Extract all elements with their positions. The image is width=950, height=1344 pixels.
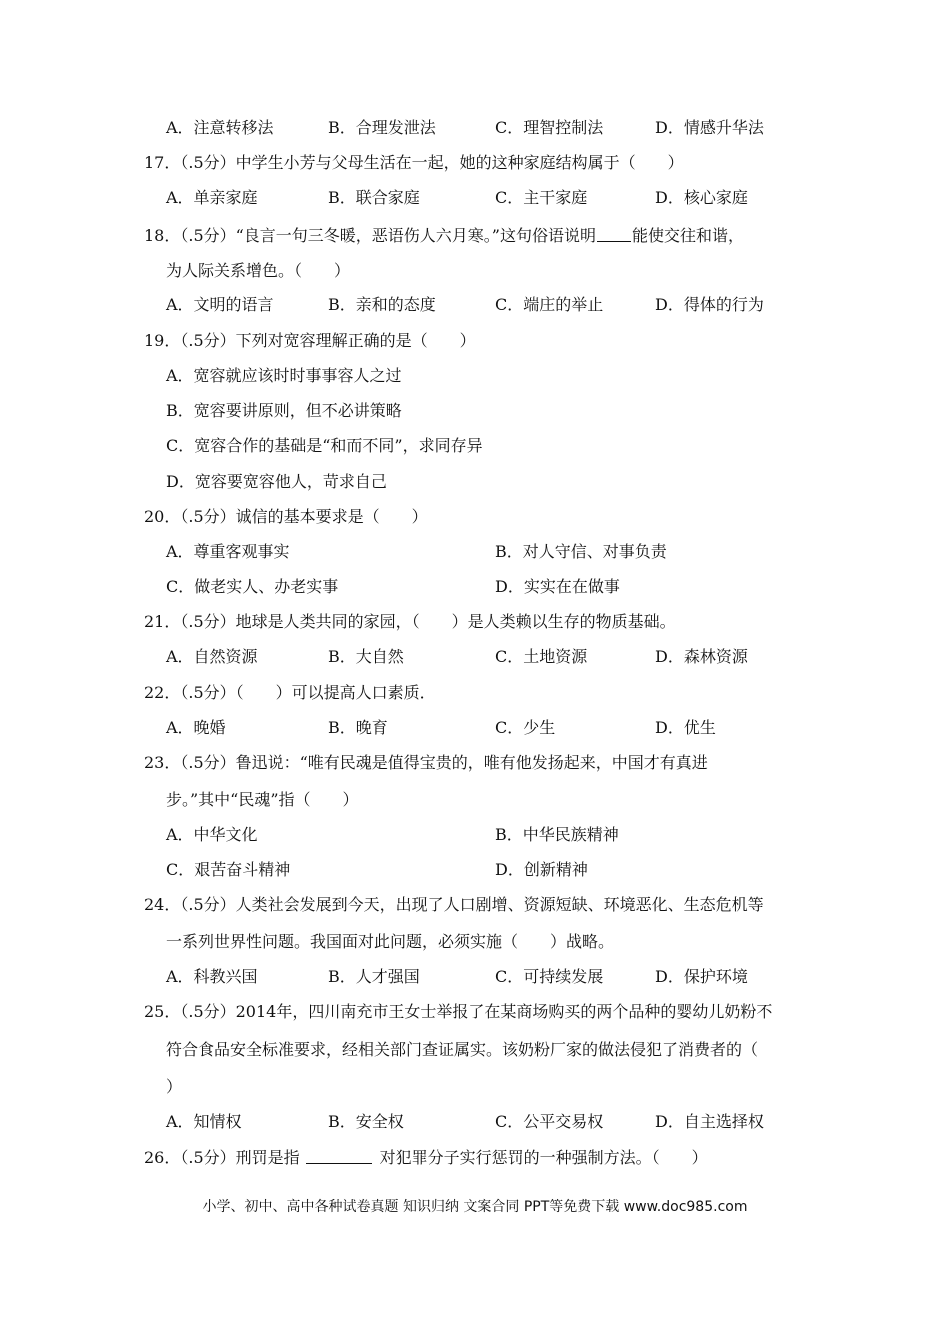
q24-option-c: C．可持续发展 (495, 967, 604, 986)
q22-option-d: D．优生 (655, 718, 716, 737)
q23-option-a: A．中华文化 (166, 825, 258, 844)
q17-option-b: B．联合家庭 (328, 188, 420, 207)
q20-option-c: C．做老实人、办老实事 (166, 577, 339, 596)
q19-option-a: A．宽容就应该时时事事容人之过 (166, 366, 402, 385)
q20-option-a: A．尊重客观事实 (166, 542, 290, 561)
q18-stem-after: 能使交往和谐， (632, 226, 745, 245)
q18-stem-line2: 为人际关系增色。（ ） (166, 261, 351, 280)
q18-option-a: A．文明的语言 (166, 295, 274, 314)
q24-stem-line2: 一系列世界性问题。我国面对此问题，必须实施（ ）战略。 (166, 932, 615, 951)
q23-option-c: C．艰苦奋斗精神 (166, 860, 291, 879)
q25-stem: 25．（.5分）2014年，四川南充市王女士举报了在某商场购买的两个品种的婴幼儿奶粉不 (144, 1002, 773, 1021)
q16-option-c: C．理智控制法 (495, 118, 604, 137)
q26-stem-before: 26．（.5分）刑罚是指 (144, 1148, 300, 1167)
q23-stem-line2: 步。”其中“民魂”指（ ） (166, 790, 359, 809)
q17-option-c: C．主干家庭 (495, 188, 588, 207)
q26-stem-after: 对犯罪分子实行惩罚的一种强制方法。（ ） (379, 1148, 708, 1167)
q25-stem-line2: 符合食品安全标准要求，经相关部门查证属实。该奶粉厂家的做法侵犯了消费者的（ (166, 1040, 759, 1059)
q21-option-d: D．森林资源 (655, 647, 748, 666)
q24-option-a: A．科教兴国 (166, 967, 258, 986)
q18-option-d: D．得体的行为 (655, 295, 764, 314)
q23-option-d: D．创新精神 (495, 860, 588, 879)
q25-option-c: C．公平交易权 (495, 1112, 604, 1131)
q22-option-b: B．晚育 (328, 718, 388, 737)
q19-option-c: C．宽容合作的基础是“和而不同”，求同存异 (166, 436, 483, 455)
q18-option-b: B．亲和的态度 (328, 295, 436, 314)
q25-option-d: D．自主选择权 (655, 1112, 764, 1131)
q24-stem: 24．（.5分）人类社会发展到今天，出现了人口剧增、资源短缺、环境恶化、生态危机等 (144, 895, 764, 914)
q20-option-d: D．实实在在做事 (495, 577, 620, 596)
q23-option-b: B．中华民族精神 (495, 825, 619, 844)
q17-option-d: D．核心家庭 (655, 188, 748, 207)
q18-stem (144, 225, 744, 246)
q21-option-b: B．大自然 (328, 647, 404, 666)
q24-option-b: B．人才强国 (328, 967, 420, 986)
q21-option-c: C．土地资源 (495, 647, 588, 666)
q17-option-a: A．单亲家庭 (166, 188, 258, 207)
q19-stem: 19．（.5分）下列对宽容理解正确的是（ ） (144, 331, 476, 350)
q26-answer-blank (306, 1147, 372, 1164)
q22-stem: 22．（.5分）（ ）可以提高人口素质． (144, 683, 436, 702)
q25-option-a: A．知情权 (166, 1112, 242, 1131)
q18-answer-blank (597, 225, 631, 242)
q21-stem: 21．（.5分）地球是人类共同的家园，（ ）是人类赖以生存的物质基础。 (144, 612, 676, 631)
page-footer: 小学、初中、高中各种试卷真题 知识归纳 文案合同 PPT等免费下载 www.doc985.com (202, 1199, 748, 1215)
q16-option-a: A．注意转移法 (166, 118, 274, 137)
q20-stem: 20．（.5分）诚信的基本要求是（ ） (144, 507, 428, 526)
q19-option-b: B．宽容要讲原则，但不必讲策略 (166, 401, 402, 420)
q25-stem-line3: ） (166, 1077, 183, 1096)
q22-option-a: A．晚婚 (166, 718, 226, 737)
q17-stem: 17．（.5分）中学生小芳与父母生活在一起，她的这种家庭结构属于（ ） (144, 153, 684, 172)
q22-option-c: C．少生 (495, 718, 556, 737)
q18-stem-before: 18．（.5分）“良言一句三冬暖，恶语伤人六月寒。”这句俗语说明 (144, 226, 596, 245)
q18-option-c: C．端庄的举止 (495, 295, 604, 314)
q19-option-d: D．宽容要宽容他人，苛求自己 (166, 472, 387, 491)
q25-option-b: B．安全权 (328, 1112, 404, 1131)
q16-option-d: D．情感升华法 (655, 118, 764, 137)
q20-option-b: B．对人守信、对事负责 (495, 542, 667, 561)
q21-option-a: A．自然资源 (166, 647, 258, 666)
q23-stem: 23．（.5分）鲁迅说：“唯有民魂是值得宝贵的，唯有他发扬起来，中国才有真进 (144, 753, 708, 772)
q24-option-d: D．保护环境 (655, 967, 748, 986)
q26-stem (144, 1147, 708, 1168)
q16-option-b: B．合理发泄法 (328, 118, 436, 137)
